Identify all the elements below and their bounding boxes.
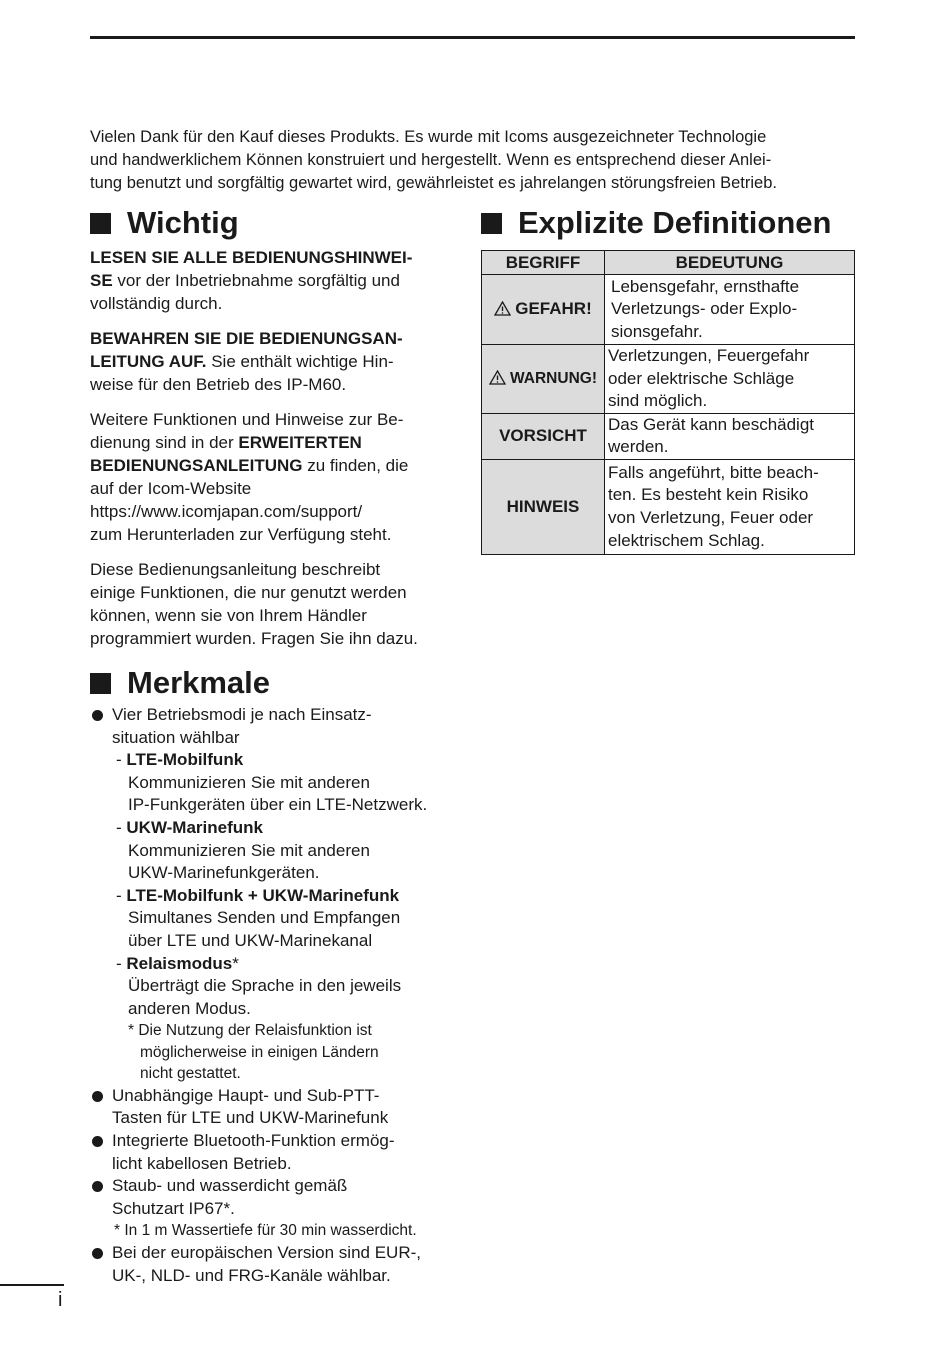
dash-marker: - — [116, 885, 127, 905]
emphasis-text: ERWEITERTEN — [238, 433, 362, 452]
mode-description: UKW-Marinefunkgeräten. — [128, 863, 320, 883]
mode-name: Relaismodus — [126, 953, 233, 973]
mode-item — [90, 817, 470, 885]
body-text: einige Funktionen, die nur genutzt werden — [90, 583, 407, 602]
meaning-text: ten. Es besteht kein Risiko — [608, 485, 809, 505]
meaning-text: elektrischem Schlag. — [608, 530, 765, 550]
column-header-term: BEGRIFF — [482, 251, 605, 275]
mode-description: über LTE und UKW-Marinekanal — [128, 930, 373, 950]
mode-item — [90, 885, 470, 953]
mode-item — [90, 953, 470, 1021]
body-text: Sie enthält wichtige Hin- — [206, 352, 394, 371]
meaning-cell — [605, 459, 855, 554]
meaning-text: sind möglich. — [608, 391, 708, 411]
table-row — [482, 413, 855, 459]
list-item — [90, 1175, 470, 1220]
bullet-dot-icon — [92, 1136, 103, 1147]
ip-footnote: * In 1 m Wassertiefe für 30 min wasserdicht. — [114, 1222, 417, 1240]
intro-line: und handwerklichem Können konstruiert und hergestellt. Wenn es entsprechend dieser Anlei- — [90, 151, 772, 169]
meaning-text: Verletzungs- oder Explo- — [611, 299, 798, 319]
list-item — [90, 704, 470, 749]
website-url: https://www.icomjapan.com/support/ — [90, 502, 363, 521]
warning-triangle-icon — [489, 370, 506, 385]
dash-marker: - — [116, 750, 127, 770]
top-rule — [90, 36, 855, 39]
term-label: VORSICHT — [499, 426, 587, 446]
intro-line: tung benutzt und sorgfältig gewartet wird, gewährleistet es jahrelangen störungsfreien Betrieb. — [90, 174, 777, 192]
list-item-text: licht kabellosen Betrieb. — [112, 1153, 292, 1173]
body-text: weise für den Betrieb des IP-M60. — [90, 375, 347, 394]
term-label: HINWEIS — [506, 496, 580, 516]
meaning-cell — [605, 345, 855, 414]
list-item-text: Tasten für LTE und UKW-Marinefunk — [112, 1108, 389, 1128]
table-header-row — [482, 251, 855, 275]
mode-description: Kommunizieren Sie mit anderen — [128, 840, 370, 860]
warning-triangle-icon — [494, 301, 511, 316]
table-row — [482, 275, 855, 345]
mode-description: anderen Modus. — [128, 998, 251, 1018]
list-item-text: Integrierte Bluetooth-Funktion ermög- — [112, 1131, 395, 1150]
mode-description: Überträgt die Sprache in den jeweils — [128, 976, 402, 996]
left-column — [90, 202, 470, 1288]
feature-list — [90, 704, 470, 1288]
right-column — [481, 202, 856, 555]
wichtig-paragraph-3 — [90, 408, 470, 546]
meaning-text: Das Gerät kann beschädigt — [608, 414, 815, 434]
bullet-dot-icon — [92, 1248, 103, 1259]
body-text: vor der Inbetriebnahme sorgfältig und — [112, 271, 400, 290]
meaning-text: oder elektrische Schläge — [608, 368, 795, 388]
wichtig-paragraph-1 — [90, 246, 470, 315]
page-number: i — [58, 1289, 63, 1311]
body-text: programmiert wurden. Fragen Sie ihn dazu. — [90, 629, 418, 648]
mode-description: Simultanes Senden und Empfangen — [128, 908, 401, 928]
table-row — [482, 459, 855, 554]
mode-description: Kommunizieren Sie mit anderen — [128, 772, 370, 792]
bullet-dot-icon — [92, 1091, 103, 1102]
intro-paragraph — [90, 126, 860, 195]
list-item-text: situation wählbar — [112, 727, 240, 747]
square-bullet-icon — [481, 213, 502, 234]
meaning-cell — [605, 275, 855, 345]
term-cell — [482, 413, 605, 459]
body-text: dienung sind in der — [90, 433, 239, 452]
meaning-cell — [605, 413, 855, 459]
body-text: Weitere Funktionen und Hinweise zur Be- — [90, 410, 404, 429]
body-text: auf der Icom-Website — [90, 479, 252, 498]
body-text: zu finden, die — [302, 456, 409, 475]
list-item-text: Bei der europäischen Version sind EUR-, — [112, 1243, 421, 1263]
bullet-dot-icon — [92, 710, 103, 721]
section-heading-definitionen — [481, 202, 856, 244]
section-title: Explizite Definitionen — [518, 205, 832, 240]
square-bullet-icon — [90, 673, 111, 694]
body-text: können, wenn sie von Ihrem Händler — [90, 606, 367, 625]
mode-item — [90, 749, 470, 817]
list-item-text: UK-, NLD- und FRG-Kanäle wählbar. — [112, 1265, 391, 1285]
dash-marker: - — [116, 953, 127, 973]
dash-marker: - — [116, 817, 127, 837]
footnote-marker: * — [232, 953, 239, 973]
mode-name: LTE-Mobilfunk — [126, 750, 244, 770]
term-cell — [482, 345, 605, 414]
section-title: Wichtig — [127, 205, 239, 240]
emphasis-text: BEWAHREN SIE DIE BEDIENUNGSAN- — [90, 329, 403, 348]
square-bullet-icon — [90, 213, 111, 234]
list-item-text: Staub- und wasserdicht gemäß — [112, 1176, 348, 1196]
footnote-text: nicht gestattet. — [140, 1065, 241, 1083]
table-row — [482, 345, 855, 414]
mode-description: IP-Funkgeräten über ein LTE-Netzwerk. — [128, 795, 428, 815]
relais-footnote — [90, 1020, 470, 1085]
term-label: WARNUNG! — [510, 369, 597, 387]
meaning-text: Falls angeführt, bitte beach- — [608, 462, 819, 482]
list-item — [90, 1130, 470, 1175]
definitions-table — [481, 250, 855, 555]
mode-name: LTE-Mobilfunk + UKW-Marinefunk — [126, 885, 400, 905]
body-text: Diese Bedienungsanleitung beschreibt — [90, 560, 381, 579]
footnote-text: möglicherweise in einigen Ländern — [140, 1043, 379, 1061]
list-item — [90, 1242, 470, 1287]
term-cell — [482, 275, 605, 345]
footnote-text: * Die Nutzung der Relaisfunktion ist — [128, 1022, 372, 1040]
meaning-text: sionsgefahr. — [611, 321, 703, 341]
column-header-meaning: BEDEUTUNG — [605, 251, 855, 275]
intro-line: Vielen Dank für den Kauf dieses Produkts. Es wurde mit Icoms ausgezeichneter Technologie — [90, 128, 767, 146]
emphasis-text: SE — [90, 271, 113, 290]
term-label: GEFAHR! — [515, 299, 592, 319]
section-heading-merkmale — [90, 662, 470, 704]
meaning-text: werden. — [608, 437, 669, 457]
emphasis-text: LEITUNG AUF. — [90, 352, 207, 371]
meaning-text: Verletzungen, Feuergefahr — [608, 346, 810, 365]
emphasis-text: LESEN SIE ALLE BEDIENUNGSHINWEI- — [90, 248, 413, 267]
list-item-text: Schutzart IP67*. — [112, 1198, 235, 1218]
footer-rule — [0, 1284, 64, 1286]
emphasis-text: BEDIENUNGSANLEITUNG — [90, 456, 303, 475]
meaning-text: Lebensgefahr, ernsthafte — [611, 276, 800, 296]
section-title: Merkmale — [127, 665, 271, 700]
section-heading-wichtig — [90, 202, 470, 244]
wichtig-paragraph-4 — [90, 558, 470, 650]
bullet-dot-icon — [92, 1181, 103, 1192]
wichtig-paragraph-2 — [90, 327, 470, 396]
meaning-text: von Verletzung, Feuer oder — [608, 507, 814, 527]
list-item — [90, 1085, 470, 1130]
list-item-text: Unabhängige Haupt- und Sub-PTT- — [112, 1085, 380, 1105]
list-item-text: Vier Betriebsmodi je nach Einsatz- — [112, 705, 372, 724]
mode-name: UKW-Marinefunk — [126, 817, 263, 837]
body-text: zum Herunterladen zur Verfügung steht. — [90, 525, 392, 544]
term-cell — [482, 459, 605, 554]
body-text: vollständig durch. — [90, 294, 223, 313]
